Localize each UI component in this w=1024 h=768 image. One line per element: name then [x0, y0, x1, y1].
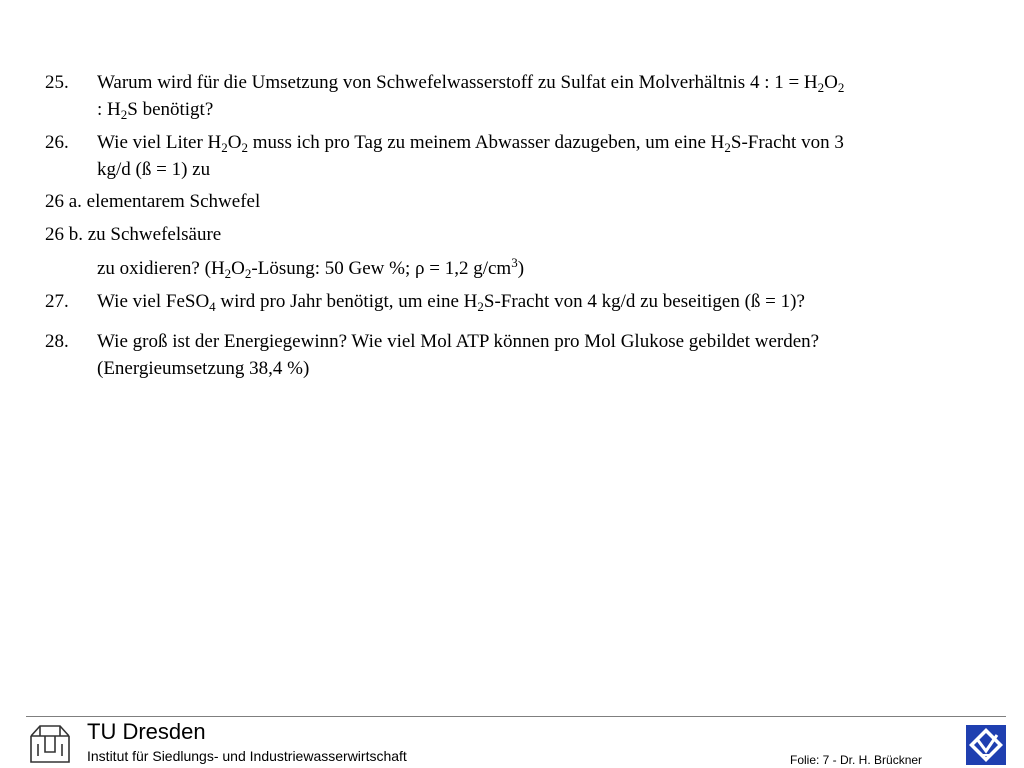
question-26b: 26 b. zu Schwefelsäure	[45, 224, 222, 245]
text-run: Wie viel Liter H	[97, 132, 222, 153]
text-run: muss ich pro Tag zu meinem Abwasser dazugeben, um eine H	[248, 132, 725, 153]
subscript: 2	[120, 107, 128, 122]
question-text-line-2: (Energieumsetzung 38,4 %)	[97, 358, 310, 379]
text-run: )	[517, 258, 525, 279]
university-name: TU Dresden	[87, 719, 206, 744]
text-run: Wie viel FeSO	[97, 291, 210, 312]
text-run: S-Fracht von 3	[730, 132, 844, 153]
tu-dresden-logo-icon	[27, 722, 73, 766]
subscript: 4	[209, 299, 216, 314]
text-run: O	[227, 132, 242, 153]
question-text-line-1	[97, 70, 995, 95]
question-number: 26.	[45, 132, 69, 153]
question-text-line	[97, 256, 995, 281]
subscript: 2	[817, 80, 825, 95]
question-text-line	[97, 289, 995, 314]
question-text-line-2	[97, 97, 995, 122]
subscript: 2	[477, 299, 484, 314]
slide-info: Folie: 7 - Dr. H. Brückner	[790, 753, 923, 767]
subscript: 2	[837, 80, 845, 95]
question-text-line-1	[97, 130, 995, 155]
text-run: : H	[97, 99, 121, 120]
footer-divider	[26, 716, 1006, 717]
superscript: 3	[511, 255, 518, 270]
text-run: zu oxidieren? (H	[97, 258, 225, 279]
institute-name: Institut für Siedlungs- und Industriewasserwirtschaft	[87, 748, 407, 764]
question-number: 28.	[45, 331, 69, 352]
text-run: -Lösung: 50 Gew %; ρ = 1,2 g/cm	[251, 258, 512, 279]
subscript: 2	[244, 266, 252, 281]
question-26a: 26 a. elementarem Schwefel	[45, 191, 261, 212]
subscript: 2	[241, 140, 249, 155]
subscript: 2	[724, 140, 731, 155]
question-text-line-1: Wie groß ist der Energiegewinn? Wie viel Mol ATP können pro Mol Glukose gebildet werden?	[97, 331, 820, 352]
question-number: 25.	[45, 72, 69, 93]
text-run: wird pro Jahr benötigt, um eine H	[215, 291, 478, 312]
text-run: Warum wird für die Umsetzung von Schwefelwasserstoff zu Sulfat ein Molverhältnis 4 : 1 = H	[97, 72, 818, 93]
text-run: S benötigt?	[127, 99, 214, 120]
subscript: 2	[221, 140, 228, 155]
question-text-line-2: kg/d (ß = 1) zu	[97, 159, 211, 180]
subscript: 2	[224, 266, 232, 281]
question-number: 27.	[45, 291, 69, 312]
text-run: O	[231, 258, 245, 279]
institute-logo-icon	[966, 725, 1006, 765]
text-run: S-Fracht von 4 kg/d zu beseitigen (ß = 1)?	[483, 291, 805, 312]
text-run: O	[824, 72, 838, 93]
